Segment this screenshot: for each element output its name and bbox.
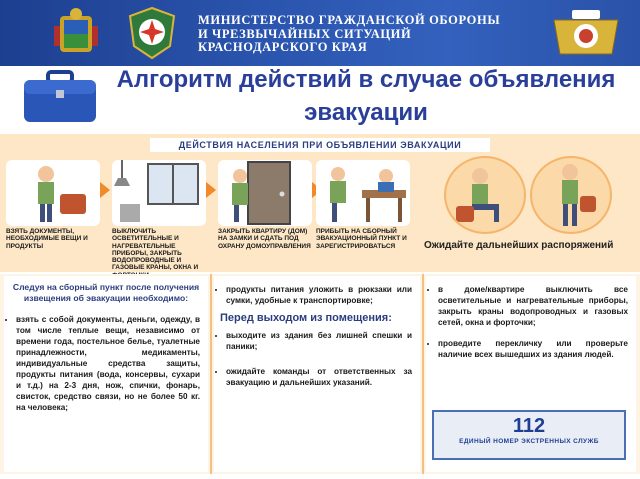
middle-column-list <box>214 330 420 388</box>
steps-band-title: ДЕЙСТВИЯ НАСЕЛЕНИЯ ПРИ ОБЪЯВЛЕНИИ ЭВАКУАЦИИ <box>150 138 490 152</box>
left-column <box>4 276 208 472</box>
list-item: • проведите перекличку или проверьте наличие всех вышедших из здания людей. <box>438 338 628 360</box>
emergency-number-box <box>432 410 626 460</box>
arrow-right-icon <box>206 182 216 198</box>
page-title-line-1: Алгоритм действий в случае объявления <box>116 66 616 93</box>
emergency-number: 112 <box>512 415 546 437</box>
step-2-caption: ВЫКЛЮЧИТЬ ОСВЕТИТЕЛЬНЫЕ И НАГРЕВАТЕЛЬНЫЕ ПРИБОРЫ, ЗАКРЫТЬ ВОДОПРОВОДНЫЕ И ГАЗОВЫЕ КРАНЫ, ОКНА И <box>112 228 199 272</box>
before-leaving-heading: Перед выходом из помещения: <box>220 312 392 324</box>
training-center-emblem-icon <box>548 6 624 60</box>
page-title-line-2: эвакуации <box>304 99 428 126</box>
window-lamp-icon <box>112 160 206 226</box>
step-4-caption: ПРИБЫТЬ НА СБОРНЫЙ ЭВАКУАЦИОННЫЙ ПУНКТ И ЗАРЕГИСТРИРОВАТЬСЯ <box>316 228 407 250</box>
step-1-illustration <box>6 160 100 226</box>
waiting-person-illustration <box>444 156 526 234</box>
suitcase-icon <box>18 68 102 126</box>
step-3-caption: ЗАКРЫТЬ КВАРТИРУ (ДОМ) НА ЗАМКИ И СДАТЬ ПОД ОХРАНУ ДОМОУПРАВЛЕНИЯ <box>218 228 311 250</box>
ministry-line-3: КРАСНОДАРСКОГО КРАЯ <box>198 40 368 54</box>
left-column-list <box>4 314 208 413</box>
registration-desk-icon <box>316 160 410 226</box>
list-item: • продукты питания уложить в рюкзаки или сумки, удобные к транспортировке; <box>226 284 412 306</box>
right-column-list <box>426 284 636 360</box>
left-column-heading: Следуя на сборный пункт после получения извещения об эвакуации необходимо: <box>12 282 200 303</box>
middle-column-top-list <box>214 284 420 306</box>
await-instructions-text: Ожидайте дальнейших распоряжений <box>424 240 614 251</box>
list-item: • взять с собой документы, деньги, одежду, в том числе теплые вещи, независимо от времени года, постельное белье, туалетные принадлежности, медикаменты, индивидуальные средства защиты, продукты питания (вода, консервы, сухари и т.д.) на 2-3 дня, нож, спички, фонарь, свисток, средство связи, но не более 50 кг. на человека; <box>16 314 200 413</box>
standing-person-icon <box>532 158 610 232</box>
ministry-name <box>198 14 500 55</box>
list-item: • выходите из здания без лишней спешки и паники; <box>226 330 412 352</box>
emergency-number-label: ЕДИНЫЙ НОМЕР ЭКСТРЕННЫХ СЛУЖБ <box>459 438 599 445</box>
arrow-right-icon <box>100 182 110 198</box>
standing-person-illustration <box>530 156 612 234</box>
column-divider <box>422 274 424 474</box>
step-1-caption: ВЗЯТЬ ДОКУМЕНТЫ, НЕОБХОДИМЫЕ ВЕЩИ И ПРОДУКТЫ <box>6 228 88 250</box>
person-packing-icon <box>6 160 100 226</box>
ministry-line-2: И ЧРЕЗВЫЧАЙНЫХ СИТУАЦИЙ <box>198 26 412 41</box>
column-divider <box>210 274 212 474</box>
mchs-emblem-icon <box>126 6 178 60</box>
step-4-illustration <box>316 160 410 226</box>
step-3-illustration <box>218 160 312 226</box>
list-item: • в доме/квартире выключить все осветительные и нагревательные приборы, закрыть краны водопроводных и газовых сетей, окна и форточки; <box>438 284 628 328</box>
krasnodar-coat-of-arms-icon <box>50 6 102 60</box>
locking-door-icon <box>218 160 312 226</box>
middle-column <box>214 276 420 472</box>
step-2-illustration <box>112 160 206 226</box>
seated-person-icon <box>446 158 524 232</box>
list-item: • ожидайте команды от ответственных за эвакуацию и дальнейших указаний. <box>226 366 412 388</box>
ministry-line-1: МИНИСТЕРСТВО ГРАЖДАНСКОЙ ОБОРОНЫ <box>198 13 501 27</box>
header-banner <box>0 0 640 66</box>
page-title <box>106 63 626 129</box>
